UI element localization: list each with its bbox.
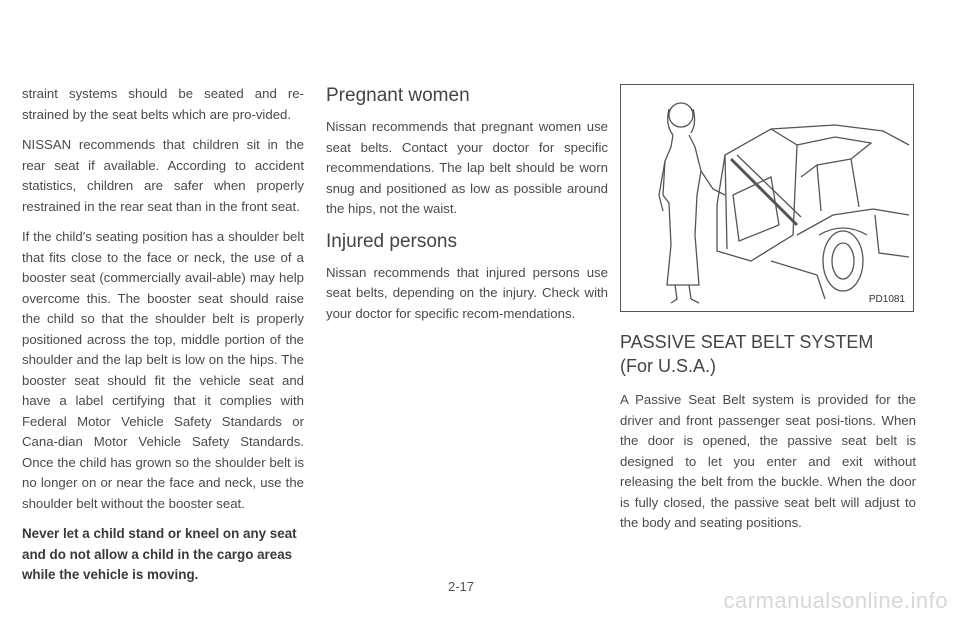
paragraph-injured-persons: Nissan recommends that injured persons use seat belts, depending on the injury. Check with your doctor for specific recom-mendations. (326, 264, 608, 321)
passive-heading-block (620, 330, 916, 378)
left-column (22, 84, 304, 586)
warning-text: Never let a child stand or kneel on any seat and do not allow a child in the cargo areas while the vehicle is moving. (22, 526, 297, 582)
heading-pregnant-women: Pregnant women (326, 85, 470, 106)
watermark-text: carmanualsonline.info (723, 588, 948, 613)
paragraph-continuation: straint systems should be seated and re-strained by the seat belts which are pro-vided. (22, 86, 304, 122)
paragraph-booster-seat: If the child's seating position has a shoulder belt that fits close to the face or neck, the use of a booster seat (commercially avail-able) may help overcome this. The booster seat should raise the child so that the shoulder belt is properly positioned across the top, middle portion of the shoulder and the lap belt is low on the hips. The booster seat should fit the vehicle seat and have a label certifying that it complies with Federal Motor Vehicle Safety Standards or Cana-dian Motor Vehicle Safety Standards. Once the child has grown so the shoulder belt is no longer on or near the face and neck, use the shoulder belt without the booster seat. (22, 229, 304, 511)
figure-id-label: PD1081 (868, 294, 905, 305)
paragraph-pregnant-women: Nissan recommends that pregnant women use seat belts. Contact your doctor for specific recommendations. The lap belt should be worn snug and positioned as low as possible around the hips, not the waist. (326, 119, 608, 216)
heading-passive-region: (For U.S.A.) (620, 356, 717, 376)
page-number: 2-17 (448, 579, 475, 594)
middle-column (326, 84, 608, 334)
heading-passive-seat-belt: PASSIVE SEAT BELT SYSTEM (620, 332, 874, 352)
heading-injured-persons: Injured persons (326, 230, 457, 252)
paragraph-rear-seat: NISSAN recommends that children sit in the rear seat if available. According to accident statistics, children are safer when properly restrained in the rear seat than in the front seat. (22, 137, 304, 214)
right-column (620, 84, 916, 544)
passive-seat-belt-illustration (620, 84, 914, 312)
illustration-drawing (621, 85, 913, 311)
paragraph-passive-seat-belt: A Passive Seat Belt system is provided for the driver and front passenger seat posi-tions. When the door is opened, the passive seat belt is designed to let you enter and exit without releasing the belt from the buckle. When the door is fully closed, the passive seat belt will adjust to the body and seating positions. (620, 392, 916, 530)
